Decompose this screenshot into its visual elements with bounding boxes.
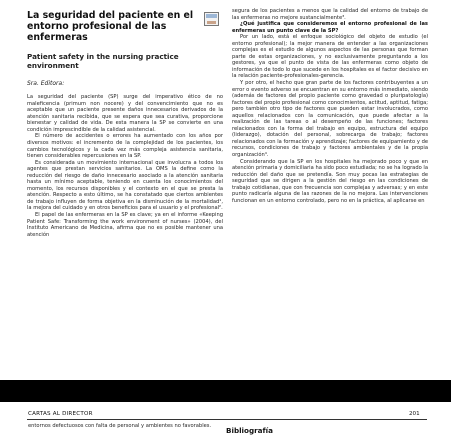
journal-logo-icon bbox=[204, 12, 219, 26]
header-rule bbox=[27, 419, 427, 420]
body-paragraph: El papel de las enfermeras en la SP es clave; ya en el informe «Keeping Patient Safe: Transforming the work environment of nurses» (2004), del Instituto Americano de Medicina, afirma que no es posible mantener una atención bbox=[27, 212, 223, 238]
body-paragraph: segura de los pacientes a menos que la calidad del entorno de trabajo de las enfermeras no mejore sustancialmente³. bbox=[232, 8, 428, 21]
body-paragraph: La seguridad del paciente (SP) surge del imperativo ético de no maleficencia (primum non nocere) y del convencimiento que no es aceptable que un paciente presente daños innecesarios derivados de la atención sanitaria recibida, que se espera que sea curativa, proporcione bienestar y calidad de vida. De esta manera la SP se convierte en una condición imprescindible de la calidad asistencial. bbox=[27, 94, 223, 133]
continuation-text: entornos defectuosos con falta de personal y ambientes no favorables. bbox=[28, 423, 212, 429]
body-paragraph: Por un lado, está el enfoque sociológico del objeto de estudio (el entorno profesional); la mejor manera de entender a las organizaciones complejas es el estudio de algunos aspectos de las personas que forman parte de estas organizaciones, y no exclusivamente preguntando a los gestores, ya que el punto de vista de las enfermeras como objeto de información de todo lo que sucede en los hospitales es el factor decisivo en la relación paciente-profesionales-gerencia. bbox=[232, 34, 428, 80]
running-head: CARTAS AL DIRECTOR bbox=[28, 411, 93, 417]
body-paragraph: Es considerada un movimiento internacional que involucra a todos los agentes que prestan servicios sanitarios. La OMS la define como la reducción del riesgo de daño innecesario asociado a la atención sanitaria hasta un mínimo aceptable, teniendo en cuenta los conocimientos del momento, los recursos disponibles y el contexto en el que se presta la atención. Respecto a esto último, se ha constatado que ciertos ambientes de trabajo influyen de forma objetiva en la disminución de la mortalidad¹, la mejora del cuidado y en otros beneficios para el usuario y el profesional². bbox=[27, 159, 223, 212]
page-number: 201 bbox=[409, 411, 420, 417]
body-paragraph: Y por otro, el hecho que gran parte de los factores contribuyentes a un error o evento adverso se encuentran en su entorno más inmediato, siendo (además de factores del propio paciente como gravedad o pluripatología) factores del propio profesional como conocimientos, actitud, aptitud, fatiga; pero también otro tipo de factores que pueden estar involucrados, como aquellos relacionados con la comunicación, que puede afectar a la realización de las tareas o al desempeño de las funciones; factores relacionados con la forma del trabajo en equipo, estructura del equipo (liderazgo), dotación del personal, sobrecarga de trabajo; factores relacionados con la formación y aprendizaje; factores de equipamiento y de recursos, condiciones de trabajo y factores ambientales y de la propia organización⁴. bbox=[232, 80, 428, 159]
next-page bbox=[0, 402, 451, 448]
salutation: Sra. Editora: bbox=[27, 80, 65, 88]
article-subtitle: Patient safety in the nursing practice environment bbox=[27, 52, 179, 70]
section-question: ¿Qué justifica que consideremos el entorno profesional de las enfermeras un punto clave de la SP? bbox=[232, 21, 428, 34]
bibliography-heading: Bibliografía bbox=[226, 426, 273, 435]
body-paragraph: Considerando que la SP en los hospitales ha mejorado poco y que en atención primaria y domiciliaria ha sido poco estudiada; no se ha logrado la reducción del daño que se pretendía. Son muy pocas las estrategias de seguridad que se dirigen a la gestión del riesgo en las condiciones de trabajo cotidianas, que con frecuencia son complejas y adversas; y en este punto radicaría alguna de las razones de la no mejora. Las intervenciones funcionan en un entorno controlado, pero no en la práctica, al aplicarse en bbox=[232, 158, 428, 204]
right-column bbox=[232, 8, 428, 204]
page-separator bbox=[0, 380, 451, 402]
left-column bbox=[27, 8, 223, 238]
body-paragraph: El número de accidentes o errores ha aumentado con los años por diversos motivos: el incremento de la complejidad de los pacientes, los cambios tecnológicos y la cada vez más compleja asistencia sanitaria, tienen considerables repercusiones en la SP. bbox=[27, 133, 223, 160]
article-title: La seguridad del paciente en el entorno profesional de las enfermeras bbox=[27, 10, 194, 43]
